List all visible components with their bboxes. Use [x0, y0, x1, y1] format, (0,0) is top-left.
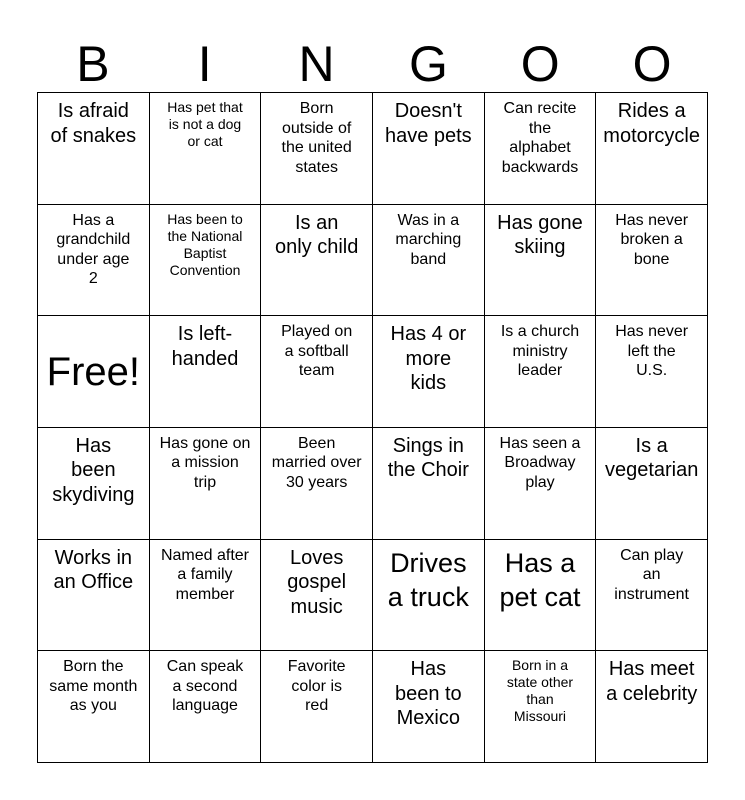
bingo-cell-text: Sings in the Choir	[387, 434, 469, 482]
bingo-cell-text: Was in a marching band	[395, 211, 462, 268]
bingo-cell-text: Has gone on a mission trip	[159, 434, 251, 491]
bingo-cell-r5-c1[interactable]	[38, 540, 150, 652]
bingo-cell-text: Born in a state other than Missouri	[506, 657, 574, 725]
bingo-cell-r1-c1[interactable]	[38, 93, 150, 205]
bingo-cell-text: Has pet that is not a dog or cat	[167, 99, 243, 149]
bingo-cell-r6-c2[interactable]	[150, 651, 262, 763]
bingo-cell-text: Is an only child	[274, 211, 359, 259]
bingo-cell-text: Has gone skiing	[497, 211, 583, 259]
bingo-cell-r6-c6[interactable]	[596, 651, 708, 763]
bingo-cell-text: Has 4 or more kids	[390, 323, 467, 395]
bingo-cell-text: Doesn't have pets	[384, 100, 472, 147]
header-letter-o: O	[520, 36, 560, 92]
bingo-cell-r3-c3[interactable]	[261, 316, 373, 428]
bingo-cell-text: Can speak a second language	[166, 658, 244, 715]
bingo-cell-r2-c3[interactable]	[261, 205, 373, 317]
bingo-cell-r4-c1[interactable]	[38, 428, 150, 540]
bingo-cell-r4-c2[interactable]	[150, 428, 262, 540]
bingo-cell-text: Favorite color is red	[287, 658, 346, 715]
bingo-cell-r6-c5[interactable]	[485, 651, 597, 763]
bingo-cell-r2-c6[interactable]	[596, 205, 708, 317]
bingo-cell-r5-c4[interactable]	[373, 540, 485, 652]
bingo-cell-text: Can recite the alphabet backwards	[501, 100, 579, 176]
bingo-cell-r4-c5[interactable]	[485, 428, 597, 540]
bingo-cell-r4-c4[interactable]	[373, 428, 485, 540]
free-space-text: Free!	[46, 349, 140, 394]
bingo-cell-r5-c5[interactable]	[485, 540, 597, 652]
bingo-cell-text: Can play an instrument	[614, 546, 689, 603]
bingo-cell-r6-c1[interactable]	[38, 651, 150, 763]
header-letter-o-second: O	[632, 36, 672, 92]
bingo-cell-r4-c6[interactable]	[596, 428, 708, 540]
bingo-cell-r1-c5[interactable]	[485, 93, 597, 205]
bingo-cell-r5-c2[interactable]	[150, 540, 262, 652]
bingo-cell-text: Rides a motorcycle	[603, 100, 700, 147]
bingo-cell-free[interactable]	[38, 316, 150, 428]
bingo-cell-text: Drives a truck	[387, 547, 469, 612]
bingo-cell-text: Works in an Office	[53, 546, 134, 594]
bingo-cell-text: Has a pet cat	[499, 547, 581, 612]
bingo-cell-text: Has been to Mexico	[394, 658, 462, 730]
header-letter-n: N	[298, 36, 335, 92]
bingo-cell-r3-c5[interactable]	[485, 316, 597, 428]
bingo-cell-r1-c4[interactable]	[373, 93, 485, 205]
bingo-cell-r2-c2[interactable]	[150, 205, 262, 317]
bingo-cell-r5-c3[interactable]	[261, 540, 373, 652]
bingo-cell-text: Born the same month as you	[49, 658, 138, 715]
bingo-cell-text: Has been to the National Baptist Convention	[167, 210, 243, 278]
bingo-cell-text: Is left- handed	[171, 323, 239, 370]
bingo-cell-r3-c2[interactable]	[150, 316, 262, 428]
bingo-cell-text: Has never broken a bone	[615, 211, 689, 268]
header-letter-g: G	[408, 36, 448, 92]
bingo-cell-text: Is a vegetarian	[604, 434, 699, 482]
bingo-cell-text: Is a church ministry leader	[500, 323, 580, 380]
bingo-cell-r1-c6[interactable]	[596, 93, 708, 205]
bingo-cell-text: Named after a family member	[160, 546, 250, 603]
bingo-card-grid	[37, 92, 708, 763]
bingo-cell-r5-c6[interactable]	[596, 540, 708, 652]
bingo-cell-r1-c2[interactable]	[150, 93, 262, 205]
bingo-cell-text: Played on a softball team	[281, 323, 353, 380]
bingo-cell-text: Has seen a Broadway play	[499, 434, 581, 491]
bingo-cell-text: Been married over 30 years	[271, 434, 362, 491]
bingo-cell-r3-c6[interactable]	[596, 316, 708, 428]
bingo-cell-text: Is afraid of snakes	[50, 100, 137, 147]
bingo-cell-text: Has never left the U.S.	[615, 323, 689, 380]
bingo-cell-r2-c1[interactable]	[38, 205, 150, 317]
bingo-cell-text: Has been skydiving	[52, 434, 135, 506]
bingo-cell-r2-c5[interactable]	[485, 205, 597, 317]
bingo-cell-r4-c3[interactable]	[261, 428, 373, 540]
bingo-header	[37, 36, 708, 92]
header-letter-i: I	[197, 36, 212, 92]
bingo-cell-r2-c4[interactable]	[373, 205, 485, 317]
bingo-cell-r6-c4[interactable]	[373, 651, 485, 763]
bingo-cell-r6-c3[interactable]	[261, 651, 373, 763]
bingo-cell-r1-c3[interactable]	[261, 93, 373, 205]
bingo-cell-text: Born outside of the united states	[281, 100, 352, 176]
header-letter-b: B	[76, 36, 110, 92]
bingo-cell-text: Has a grandchild under age 2	[56, 211, 131, 288]
bingo-cell-text: Has meet a celebrity	[606, 658, 698, 705]
bingo-cell-r3-c4[interactable]	[373, 316, 485, 428]
bingo-cell-text: Loves gospel music	[287, 546, 347, 618]
